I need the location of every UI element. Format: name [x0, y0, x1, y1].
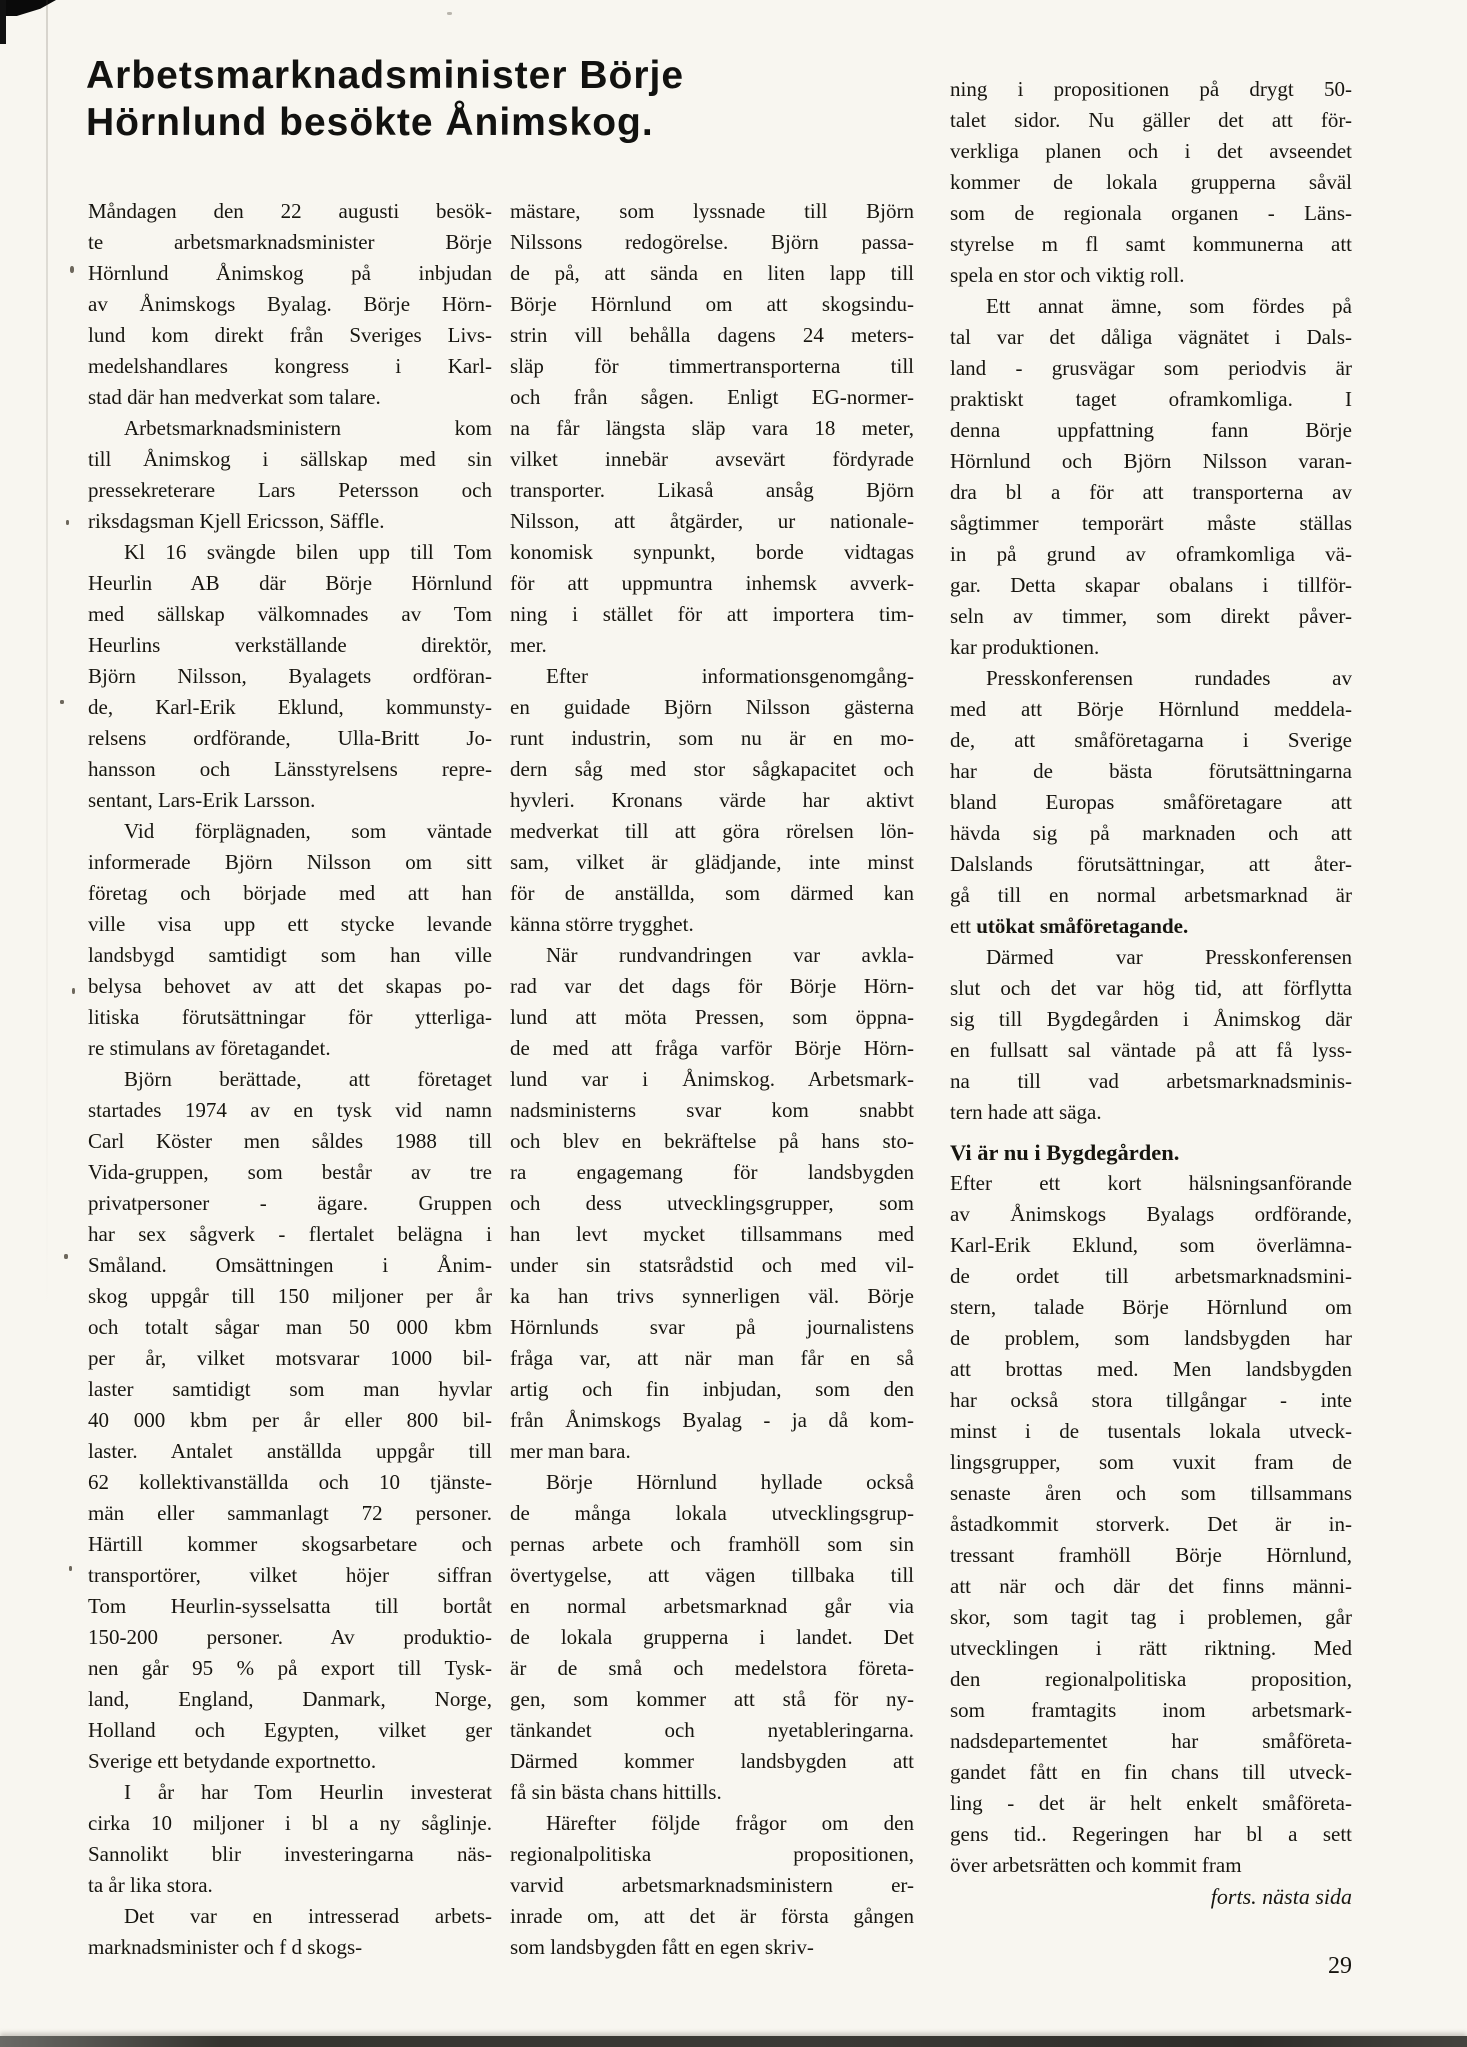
text-line: nadsdepartementet har småföreta- — [950, 1729, 1352, 1753]
paragraph — [950, 663, 1352, 942]
text-line: mer. — [510, 633, 547, 657]
text-line: från Ånimskogs Byalag - ja då kom- — [510, 1408, 914, 1432]
text-line: Härtill kommer skogsarbetare och — [88, 1532, 492, 1556]
text-line: verkliga planen och i det avseendet — [950, 139, 1352, 163]
paragraph — [88, 1777, 492, 1901]
text-line: minst i de tusentals lokala utveck- — [950, 1419, 1352, 1443]
text-line: mer man bara. — [510, 1439, 631, 1463]
scan-speck — [60, 700, 64, 704]
paragraph — [88, 413, 492, 537]
text-line: nen går 95 % på export till Tysk- — [88, 1656, 492, 1680]
text-line: varvid arbetsmarknadsministern er- — [510, 1873, 914, 1897]
text-line: Börje Hörnlund om att skogsindu- — [510, 292, 914, 316]
scan-speck — [69, 1566, 72, 1571]
text-line: Efter informationsgenomgång- — [546, 664, 914, 688]
text-line: cirka 10 miljoner i bl a ny såglinje. — [88, 1811, 492, 1835]
text-line: till Ånimskog i sällskap med sin — [88, 447, 492, 471]
text-line: Nilsson, att åtgärder, ur nationale- — [510, 509, 914, 533]
text-line: mästare, som lyssnade till Björn — [510, 199, 914, 223]
text-line: privatpersoner - ägare. Gruppen — [88, 1191, 492, 1215]
paragraph — [88, 816, 492, 1064]
paragraph — [510, 940, 914, 1467]
paragraph — [510, 661, 914, 940]
text-line: lund att möta Pressen, som öppna- — [510, 1005, 914, 1029]
paragraph — [88, 1901, 492, 1963]
scan-speck — [447, 12, 452, 15]
section-heading: Vi är nu i Bygdegården. — [950, 1140, 1180, 1165]
text-line: gå till en normal arbetsmarknad är — [950, 883, 1352, 907]
text-line: som framtagits inom arbetsmark- — [950, 1698, 1352, 1722]
scan-crease-line — [46, 0, 48, 1330]
text-line: Vida-gruppen, som består av tre — [88, 1160, 492, 1184]
text-line: 40 000 kbm per år eller 800 bil- — [88, 1408, 492, 1432]
text-line: in på grund av oframkomliga vä- — [950, 542, 1352, 566]
text-line: stern, talade Börje Hörnlund om — [950, 1295, 1352, 1319]
text-line: landsbygd samtidigt som han ville — [88, 943, 492, 967]
text-line: nadsministerns svar kom snabbt — [510, 1098, 914, 1122]
text-line: sentant, Lars-Erik Larsson. — [88, 788, 316, 812]
paragraph — [950, 1168, 1352, 1881]
text-line: gar. Detta skapar obalans i tillför- — [950, 573, 1352, 597]
text-line: få sin bästa chans hittills. — [510, 1780, 722, 1804]
text-line: 62 kollektivanställda och 10 tjänste- — [88, 1470, 492, 1494]
text-line: kar produktionen. — [950, 635, 1100, 659]
scan-edge-strip — [0, 0, 6, 44]
text-line: företag och började med att han — [88, 881, 492, 905]
text-line: runt industrin, som nu är en mo- — [510, 726, 914, 750]
article-title-line-1: Arbetsmarknadsminister Börje — [86, 54, 685, 97]
text-line: Nilssons redogörelse. Björn passa- — [510, 230, 914, 254]
text-line: att när och där det finns männi- — [950, 1574, 1352, 1598]
text-line: de problem, som landsbygden har — [950, 1326, 1352, 1350]
text-line: har sex sågverk - flertalet belägna i — [88, 1222, 492, 1246]
text-line: en fullsatt sal väntade på att få lyss- — [950, 1038, 1352, 1062]
text-line: Hörnlund Ånimskog på inbjudan — [88, 261, 492, 285]
text-line: sågtimmer temporärt måste ställas — [950, 511, 1352, 535]
text-line: Arbetsmarknadsministern kom — [124, 416, 492, 440]
text-line: tänkandet och nyetableringarna. — [510, 1718, 914, 1742]
text-line: Härefter följde frågor om den — [546, 1811, 914, 1835]
text-line: litiska förutsättningar för ytterliga- — [88, 1005, 492, 1029]
paragraph — [950, 291, 1352, 663]
text-line: kommer de lokala grupperna såväl — [950, 170, 1352, 194]
text-line: konomisk synpunkt, borde vidtagas — [510, 540, 914, 564]
page-number: 29 — [1328, 1953, 1352, 1979]
text-line: pernas arbete och framhöll som sin — [510, 1532, 914, 1556]
text-line: de, att småföretagarna i Sverige — [950, 728, 1352, 752]
text-line: land, England, Danmark, Norge, — [88, 1687, 492, 1711]
text-line: under sin statsrådstid och med vil- — [510, 1253, 914, 1277]
text-line: Småland. Omsättningen i Ånim- — [88, 1253, 492, 1277]
text-line: skor, som tagit tag i problemen, går — [950, 1605, 1352, 1629]
text-line: Hörnlund och Björn Nilsson varan- — [950, 449, 1352, 473]
text-line: styrelse m fl samt kommunerna att — [950, 232, 1352, 256]
text-line: Carl Köster men såldes 1988 till — [88, 1129, 492, 1153]
text-line: den regionalpolitiska proposition, — [950, 1667, 1352, 1691]
text-line: de med att fråga varför Börje Hörn- — [510, 1036, 914, 1060]
article-column-2 — [510, 196, 914, 1963]
text-line: har de bästa förutsättningarna — [950, 759, 1352, 783]
text-line: te arbetsmarknadsminister Börje — [88, 230, 492, 254]
text-line: som landsbygden fått en egen skriv- — [510, 1935, 814, 1959]
text-line: hansson och Länsstyrelsens repre- — [88, 757, 492, 781]
text-line: för att uppmuntra inhemsk avverk- — [510, 571, 914, 595]
text-line: inrade om, att det är första gången — [510, 1904, 914, 1928]
paragraph — [950, 942, 1352, 1128]
text-line: och blev en bekräftelse på hans sto- — [510, 1129, 914, 1153]
text-line: han levt mycket tillsammans med — [510, 1222, 914, 1246]
text-line: och totalt sågar man 50 000 kbm — [88, 1315, 492, 1339]
text-line: de på, att sända en liten lapp till — [510, 261, 914, 285]
text-line: släp för timmertransporterna till — [510, 354, 914, 378]
text-line: informerade Björn Nilsson om sitt — [88, 850, 492, 874]
text-line: artig och fin inbjudan, som den — [510, 1377, 914, 1401]
text-line: för de anställda, som därmed kan — [510, 881, 914, 905]
scan-speck — [64, 1254, 68, 1259]
text-line: Det var en intresserad arbets- — [124, 1904, 492, 1928]
text-line: talet sidor. Nu gäller det att för- — [950, 108, 1352, 132]
text-line: seln av timmer, som direkt påver- — [950, 604, 1352, 628]
text-line: regionalpolitiska propositionen, — [510, 1842, 914, 1866]
text-line: strin vill behålla dagens 24 meters- — [510, 323, 914, 347]
text-line: relsens ordförande, Ulla-Britt Jo- — [88, 726, 492, 750]
text-line: Sannolikt blir investeringarna näs- — [88, 1842, 492, 1866]
text-line: de många lokala utvecklingsgrup- — [510, 1501, 914, 1525]
text-line: Presskonferensen rundades av — [986, 666, 1352, 690]
text-line: Tom Heurlin-sysselsatta till bortåt — [88, 1594, 492, 1618]
text-line: laster. Antalet anställda uppgår till — [88, 1439, 492, 1463]
text-line: 150-200 personer. Av produktio- — [88, 1625, 492, 1649]
text-line: I år har Tom Heurlin investerat — [124, 1780, 492, 1804]
text-line: dra bl a för att transporterna av — [950, 480, 1352, 504]
article-column-3 — [950, 74, 1352, 1881]
text-line: som de regionala organen - Läns- — [950, 201, 1352, 225]
paragraph — [88, 537, 492, 816]
text-line: män eller sammanlagt 72 personer. — [88, 1501, 492, 1525]
paragraph — [510, 196, 914, 661]
text-line: ville visa upp ett stycke levande — [88, 912, 492, 936]
text-line: Därmed kommer landsbygden att — [510, 1749, 914, 1773]
scan-speck — [66, 520, 69, 525]
text-line: att brottas med. Men landsbygden — [950, 1357, 1352, 1381]
text-line: Sverige ett betydande exportnetto. — [88, 1749, 377, 1773]
continuation-note: forts. nästa sida — [1210, 1884, 1352, 1909]
text-line: en guidade Björn Nilsson gästerna — [510, 695, 914, 719]
text-line: gandet fått en fin chans till utveck- — [950, 1760, 1352, 1784]
text-line: När rundvandringen var avkla- — [546, 943, 914, 967]
text-line: ka han trivs synnerligen väl. Börje — [510, 1284, 914, 1308]
text-line: ning i propositionen på drygt 50- — [950, 77, 1352, 101]
text-line: tal var det dåliga vägnätet i Dals- — [950, 325, 1352, 349]
text-line: lund var i Ånimskog. Arbetsmark- — [510, 1067, 914, 1091]
text-line: per år, vilket motsvarar 1000 bil- — [88, 1346, 492, 1370]
text-line: lund kom direkt från Sveriges Livs- — [88, 323, 492, 347]
text-line: re stimulans av företagandet. — [88, 1036, 331, 1060]
text-line: na till vad arbetsmarknadsminis- — [950, 1069, 1352, 1093]
text-line: Heurlins verkställande direktör, — [88, 633, 492, 657]
text-line: laster samtidigt som man hyvlar — [88, 1377, 492, 1401]
text-line: ra engagemang för landsbygden — [510, 1160, 914, 1184]
text-line: Vid förplägnaden, som väntade — [124, 819, 492, 843]
paragraph — [88, 196, 492, 413]
text-line: denna uppfattning fann Börje — [950, 418, 1352, 442]
scan-bottom-edge — [0, 2036, 1467, 2047]
text-line: Hörnlunds svar på journalistens — [510, 1315, 914, 1339]
text-line: spela en stor och viktig roll. — [950, 263, 1185, 287]
text-line: över arbetsrätten och kommit fram — [950, 1853, 1242, 1877]
text-line: de lokala grupperna i landet. Det — [510, 1625, 914, 1649]
text-line: medverkat till att göra rörelsen lön- — [510, 819, 914, 843]
text-line: känna större trygghet. — [510, 912, 694, 936]
text-line: ett utökat småföretagande. — [950, 914, 1189, 938]
text-line: belysa behovet av att det skapas po- — [88, 974, 492, 998]
text-line: skog uppgår till 150 miljoner per år — [88, 1284, 492, 1308]
text-line: ning i stället för att importera tim- — [510, 602, 914, 626]
text-line: Därmed var Presskonferensen — [986, 945, 1352, 969]
text-line: Ett annat ämne, som fördes på — [986, 294, 1352, 318]
text-line: stad där han medverkat som talare. — [88, 385, 381, 409]
scan-speck — [72, 988, 75, 994]
text-line: transportörer, vilket höjer siffran — [88, 1563, 492, 1587]
text-line: gens tid.. Regeringen har bl a sett — [950, 1822, 1352, 1846]
text-line: Holland och Egypten, vilket ger — [88, 1718, 492, 1742]
text-line: transporter. Likaså ansåg Björn — [510, 478, 914, 502]
text-line: ling - det är helt enkelt småföreta- — [950, 1791, 1352, 1815]
text-line: tern hade att säga. — [950, 1100, 1102, 1124]
article-column-1 — [88, 196, 492, 1963]
text-line: tressant framhöll Börje Hörnlund, — [950, 1543, 1352, 1567]
text-line: slut och det var hög tid, att förflytta — [950, 976, 1352, 1000]
text-line: är de små och medelstora företa- — [510, 1656, 914, 1680]
text-line: dern såg med stor sågkapacitet och — [510, 757, 914, 781]
text-line: och från sågen. Enligt EG-normer- — [510, 385, 914, 409]
text-line: åstadkommit storverk. Det är in- — [950, 1512, 1352, 1536]
text-line: startades 1974 av en tysk vid namn — [88, 1098, 492, 1122]
text-line: senaste åren och som tillsammans — [950, 1481, 1352, 1505]
bold-text: utökat småföretagande. — [976, 914, 1189, 938]
text-line: av Ånimskogs Byalags ordförande, — [950, 1202, 1352, 1226]
text-line: rad var det dags för Börje Hörn- — [510, 974, 914, 998]
text-line: Börje Hörnlund hyllade också — [546, 1470, 914, 1494]
text-line: övertygelse, att vägen tillbaka till — [510, 1563, 914, 1587]
text-line: sig till Bygdegården i Ånimskog där — [950, 1007, 1352, 1031]
text-line: ta år lika stora. — [88, 1873, 213, 1897]
text-line: gen, som kommer att stå för ny- — [510, 1687, 914, 1711]
text-line: hyvleri. Kronans värde har aktivt — [510, 788, 914, 812]
text-line: Heurlin AB där Börje Hörnlund — [88, 571, 492, 595]
text-line: hävda sig på marknaden och att — [950, 821, 1352, 845]
text-line: utvecklingen i rätt riktning. Med — [950, 1636, 1352, 1660]
text-line: land - grusvägar som periodvis är — [950, 356, 1352, 380]
text-line: de ordet till arbetsmarknadsmini- — [950, 1264, 1352, 1288]
article-title — [86, 52, 846, 146]
text-line: riksdagsman Kjell Ericsson, Säffle. — [88, 509, 385, 533]
text-line: fråga var, att när man får en så — [510, 1346, 914, 1370]
text-line: och dess utvecklingsgrupper, som — [510, 1191, 914, 1215]
text-line: vilket innebär avsevärt fördyrade — [510, 447, 914, 471]
text-line: en normal arbetsmarknad går via — [510, 1594, 914, 1618]
text-line: Efter ett kort hälsningsanförande — [950, 1171, 1352, 1195]
text-line: med att Börje Hörnlund meddela- — [950, 697, 1352, 721]
text-line: pressekreterare Lars Petersson och — [88, 478, 492, 502]
text-line: medelshandlares kongress i Karl- — [88, 354, 492, 378]
paragraph — [510, 1808, 914, 1963]
text-line: sam, vilket är glädjande, inte minst — [510, 850, 914, 874]
text-line: na får längsta släp vara 18 meter, — [510, 416, 914, 440]
article-title-line-2: Hörnlund besökte Ånimskog. — [86, 101, 654, 144]
text-line: Björn Nilsson, Byalagets ordföran- — [88, 664, 492, 688]
text-line: Karl-Erik Eklund, som överlämna- — [950, 1233, 1352, 1257]
text-line: Kl 16 svängde bilen upp till Tom — [124, 540, 492, 564]
text-line: har också stora tillgångar - inte — [950, 1388, 1352, 1412]
scan-speck — [70, 266, 74, 273]
text-line: praktiskt taget oframkomliga. I — [950, 387, 1352, 411]
paragraph — [950, 74, 1352, 291]
paragraph — [510, 1467, 914, 1808]
text-line: lingsgrupper, som vuxit fram de — [950, 1450, 1352, 1474]
text-line: de, Karl-Erik Eklund, kommunsty- — [88, 695, 492, 719]
text-line: Dalslands förutsättningar, att åter- — [950, 852, 1352, 876]
text-line: av Ånimskogs Byalag. Börje Hörn- — [88, 292, 492, 316]
text-line: bland Europas småföretagare att — [950, 790, 1352, 814]
text-line: Måndagen den 22 augusti besök- — [88, 199, 492, 223]
text-line: Björn berättade, att företaget — [124, 1067, 492, 1091]
paragraph — [88, 1064, 492, 1777]
text-line: med sällskap välkomnades av Tom — [88, 602, 492, 626]
text-line: marknadsminister och f d skogs- — [88, 1935, 363, 1959]
